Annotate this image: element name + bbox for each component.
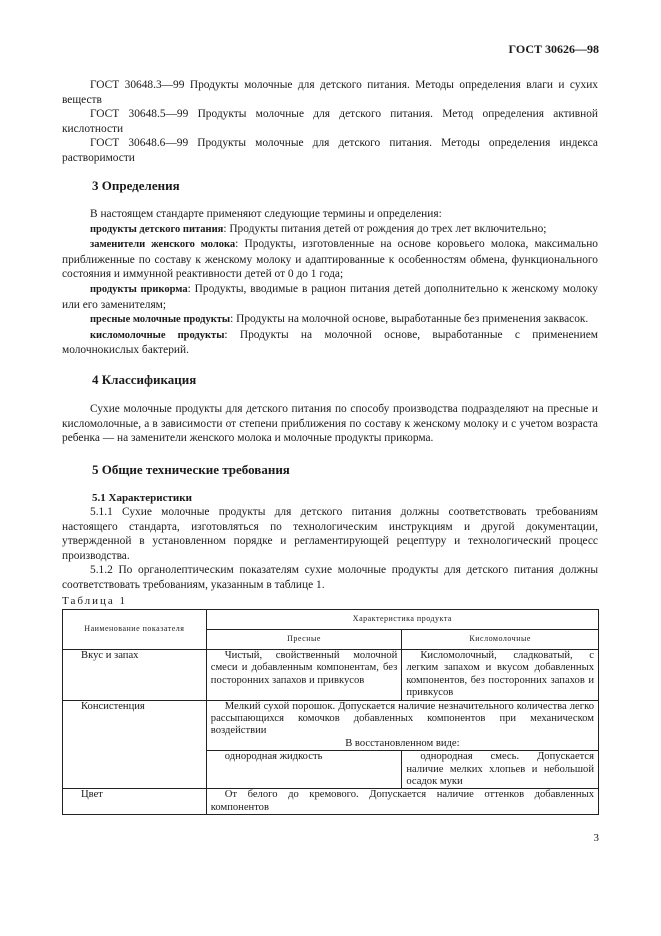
header-product-characteristic: Характеристика продукта <box>206 610 598 630</box>
definition-item <box>62 222 598 238</box>
definitions-intro: В настоящем стандарте применяют следующие термины и определения: <box>90 208 442 220</box>
definition-text: : Продукты, изготовленные на основе коровьего молока, максимально приближенные по составу к женскому молоку и адаптированные к особенностям обмена, функционального состояния и иммунной реактивности детей от 0 до 1 года; <box>62 238 598 281</box>
reference-item: ГОСТ 30648.3—99 Продукты молочные для детского питания. Методы определения влаги и сухих веществ <box>62 79 598 106</box>
subsection-5-1-heading: 5.1 Характеристики <box>92 492 192 504</box>
definition-text: : Продукты на молочной основе, выработанные с применением молочнокислых бактерий. <box>62 328 598 357</box>
definition-term: заменители женского молока <box>90 239 236 251</box>
definition-term: пресные молочные продукты <box>90 314 231 326</box>
definition-text: : Продукты, вводимые в рацион питания детей дополнительно к женскому молоку или его заменителям; <box>62 282 598 311</box>
classification-text: Сухие молочные продукты для детского питания по способу производства подразделяют на пресные и кисломолочные, а в зависимости от степени приближения по составу к женскому молоку и с учетом возраста ребенка — на заменители женского молока и молочные продукты прикорма. <box>62 403 598 445</box>
section-3-heading: 3 Определения <box>92 178 180 193</box>
requirements-block <box>62 505 598 593</box>
section-4-heading: 4 Классификация <box>92 372 197 387</box>
definition-text: : Продукты питания детей от рождения до трех лет включительно; <box>223 222 547 235</box>
definition-term: продукты прикорма <box>90 283 188 295</box>
reference-item: ГОСТ 30648.6—99 Продукты молочные для детского питания. Методы определения индекса растворимости <box>62 137 598 164</box>
definitions-block <box>62 207 598 358</box>
header-fresh: Пресные <box>206 630 402 650</box>
cell-value: От белого до кремового. Допускается наличие оттенков добавленных компонентов <box>206 789 598 815</box>
references-block <box>62 78 598 166</box>
table-1 <box>62 609 599 815</box>
table-row <box>63 700 599 751</box>
definition-term: кисломолочные продукты <box>90 329 225 341</box>
reconstituted-label: В восстановленном виде: <box>345 737 460 749</box>
definition-term: продукты детского питания <box>90 223 224 235</box>
header-sour-milk: Кисломолочные <box>402 630 599 650</box>
consistency-common-text: Мелкий сухой порошок. Допускается наличие незначительного количества легко рассыпающихся комочков добавленных компонентов при механическом воздействии <box>210 700 594 737</box>
cell-value: однородная жидкость <box>206 751 402 789</box>
page-number: 3 <box>593 832 599 844</box>
definition-item <box>62 282 598 312</box>
cell-value: однородная смесь. Допускается наличие мелких хлопьев и небольшой осадок муки <box>402 751 599 789</box>
cell-value <box>206 700 598 751</box>
definition-item <box>62 328 598 358</box>
row-label: Консистенция <box>63 700 207 789</box>
definition-item <box>62 237 598 282</box>
paragraph-5-1-1: 5.1.1 Сухие молочные продукты для детского питания должны соответствовать требованиям настоящего стандарта, изготовляться по технологическим инструкциям и другой документации, утвержденной в установленном порядке и регламентирующей рецептуру и технологический процесс производства. <box>62 506 598 562</box>
header-indicator-name: Наименование показателя <box>63 610 207 650</box>
cell-value: Кисломолочный, сладковатый, с легким запахом и вкусом добавленных компонентов, без посторонних запахов и привкусов <box>402 650 599 701</box>
definition-text: : Продукты на молочной основе, выработанные без применения заквасок. <box>230 313 589 326</box>
classification-block <box>62 402 598 446</box>
table-header-row <box>63 610 599 630</box>
row-label: Вкус и запах <box>63 650 207 701</box>
document-code: ГОСТ 30626—98 <box>508 42 599 56</box>
reference-item: ГОСТ 30648.5—99 Продукты молочные для детского питания. Метод определения активной кислотности <box>62 108 598 135</box>
definition-item <box>62 312 598 328</box>
table-row <box>63 789 599 815</box>
paragraph-5-1-2: 5.1.2 По органолептическим показателям сухие молочные продукты для детского питания должны соответствовать требованиям, указанным в таблице 1. <box>62 564 598 591</box>
cell-value: Чистый, свойственный молочной смеси и добавленным компонентам, без посторонних запахов и привкусов <box>206 650 402 701</box>
row-label: Цвет <box>63 789 207 815</box>
table-row <box>63 650 599 701</box>
table-caption: Таблица 1 <box>62 595 128 607</box>
section-5-heading: 5 Общие технические требования <box>92 462 290 477</box>
